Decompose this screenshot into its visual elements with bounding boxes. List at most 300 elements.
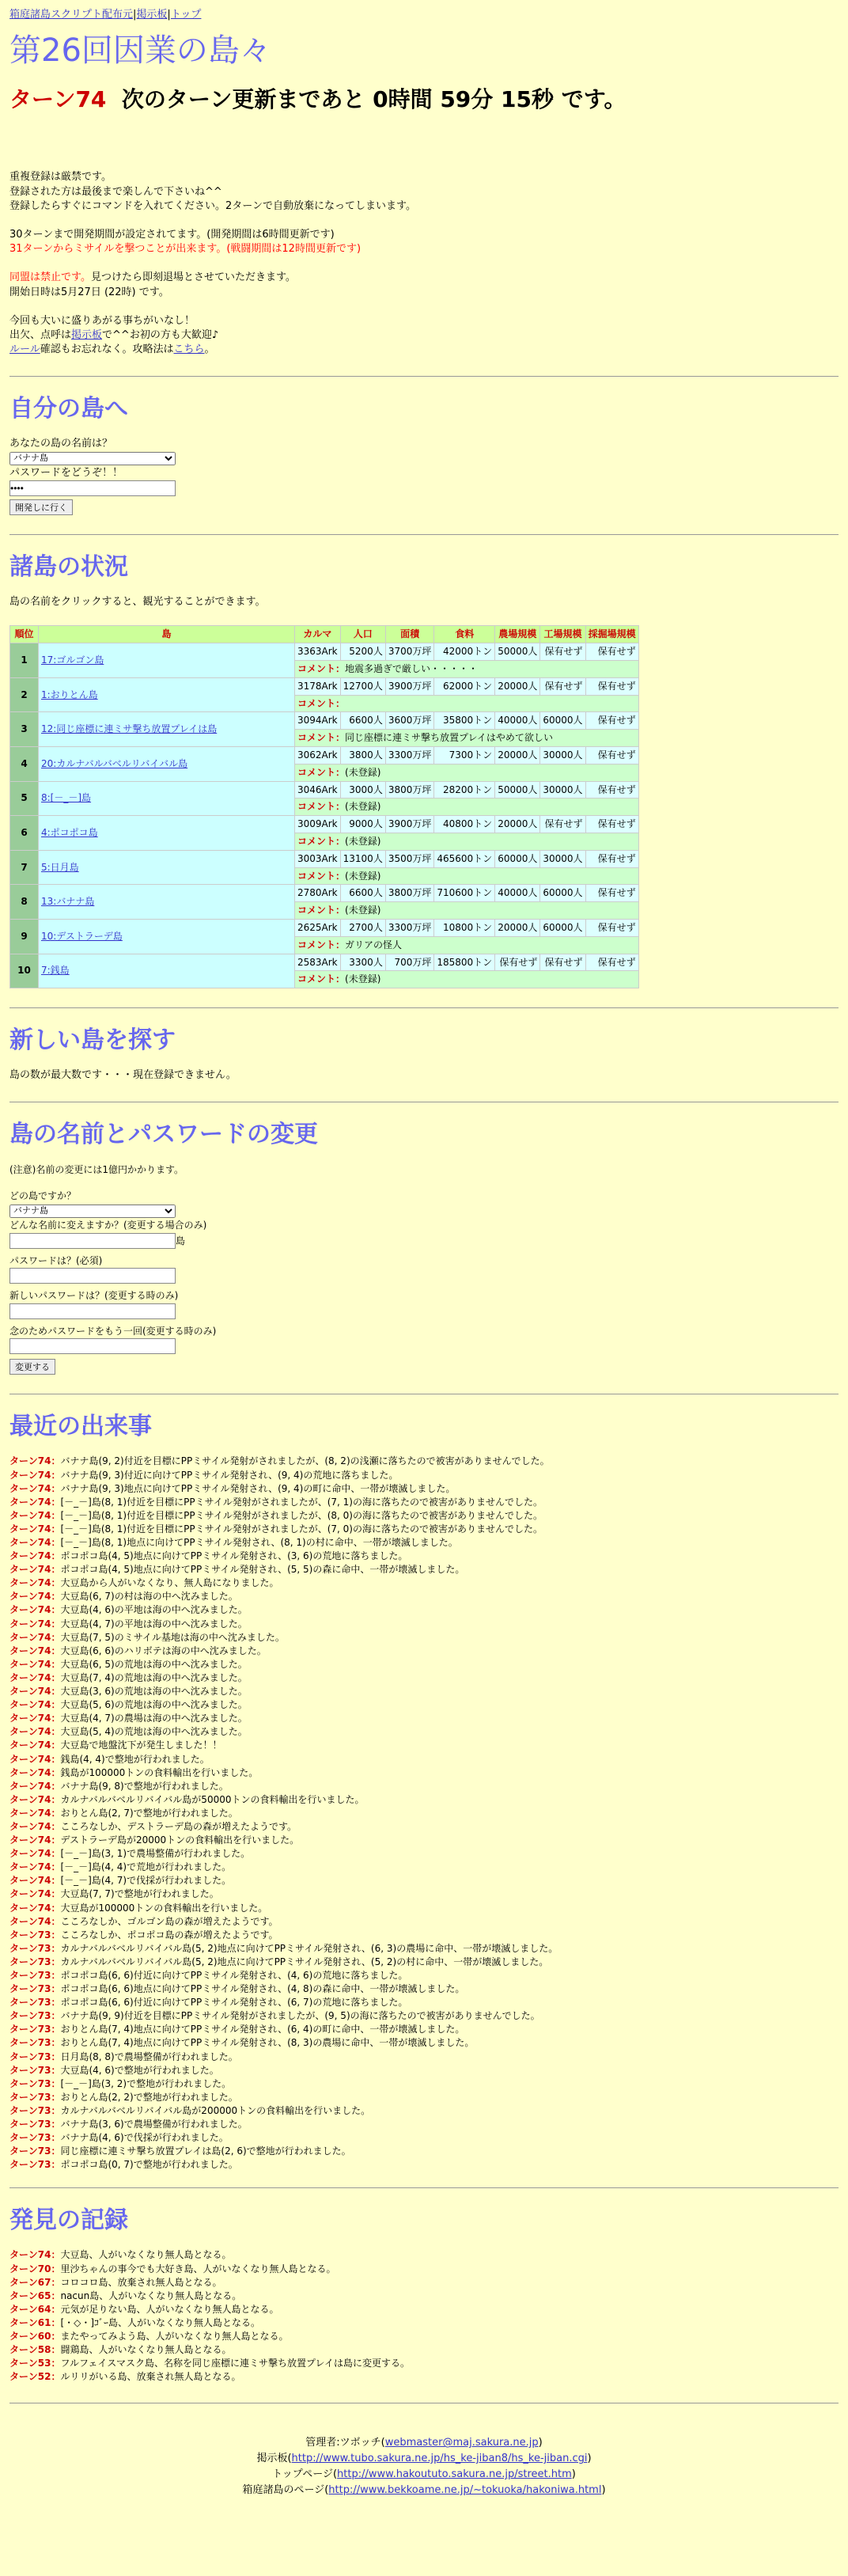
comment-text: 地震多過ぎで厳しい・・・・・ (345, 662, 479, 674)
log-line (9, 2290, 839, 2303)
islands-desc: 島の名前をクリックすると、観光することができます。 (9, 596, 266, 609)
island-food: 28200トン (434, 781, 495, 799)
log-turn: ターン73： (9, 2037, 61, 2049)
divider (9, 2187, 839, 2188)
log-line (9, 1658, 839, 1671)
log-turn: ターン74： (9, 1915, 61, 1927)
island-row (10, 677, 639, 695)
island-food: 7300トン (434, 746, 495, 764)
footer-hako: 箱庭諸島のページ(http://www.bekkoame.ne.jp/~tokuoka/hakoniwa.html) (242, 2484, 606, 2497)
island-pop: 2700人 (340, 919, 385, 936)
log-turn: ターン67： (9, 2276, 61, 2288)
log-line (9, 2263, 839, 2276)
island-mine: 保有せず (585, 643, 638, 661)
notice-line: 確認もお忘れなく。攻略法は (40, 343, 174, 356)
log-text: カルナバルバベルリバイバル島が200000トンの食料輸出を行いました。 (60, 2104, 371, 2116)
log-text: [－_－]島(8, 1)付近を目標にPPミサイル発射がされましたが、(7, 1)の海に落ちたので被害がありませんでした。 (60, 1496, 543, 1508)
log-text: 大豆島が100000トンの食料輸出を行いました。 (60, 1902, 268, 1914)
island-name-link[interactable]: 20:カルナバルバベルリバイバル島 (41, 757, 188, 769)
island-area: 3500万坪 (385, 850, 434, 867)
link-top[interactable]: トップ (170, 9, 202, 21)
log-text: [・◇・]ｺﾞｰ島、人がいなくなり無人島となる。 (60, 2316, 261, 2328)
log-text: 元気が足りない島、人がいなくなり無人島となる。 (60, 2303, 279, 2315)
island-suffix: 島 (176, 1235, 186, 1246)
island-karma: 3009Ark (295, 816, 341, 833)
events-heading: 最近の出来事 (9, 1413, 152, 1441)
log-turn: ターン73： (9, 2091, 61, 2103)
comment-label: コメント： (297, 870, 346, 882)
island-name-link[interactable]: 7:銭島 (41, 965, 70, 977)
newpw2-input[interactable] (9, 1338, 176, 1354)
island-factory: 保有せず (540, 816, 585, 833)
change-island-select[interactable] (9, 1205, 176, 1218)
island-factory: 60000人 (540, 919, 585, 936)
notice-line: 登録された方は最後まで楽しんで下さいね^^ (9, 185, 222, 198)
log-line (9, 1982, 839, 1996)
island-name-cell (39, 643, 295, 678)
notice-line: 開始日時は5月27日 (22時) です。 (9, 286, 169, 298)
admin-email-link[interactable]: webmaster@maj.sakura.ne.jp (384, 2437, 539, 2449)
log-turn: ターン73： (9, 2132, 61, 2144)
col-header: 採掘場規模 (585, 626, 638, 643)
log-text: バナナ島(9, 2)付近を目標にPPミサイル発射がされましたが、(8, 2)の浅瀬に落ちたので被害がありませんでした。 (60, 1455, 550, 1467)
log-turn: ターン60： (9, 2330, 61, 2342)
comment-label: コメント： (297, 939, 346, 950)
island-row (10, 954, 639, 971)
island-farm: 40000人 (495, 712, 540, 730)
island-select[interactable] (9, 452, 176, 465)
log-turn: ターン74： (9, 1848, 61, 1860)
myisland-heading: 自分の島へ (9, 395, 128, 423)
password-label: パスワードをどうぞ！！ (9, 466, 123, 479)
log-line (9, 1739, 839, 1752)
log-text: 大豆島で地盤沈下が発生しました！！ (60, 1739, 222, 1751)
notice-alliance (9, 271, 839, 299)
log-text: 大豆島(7, 7)で整地が行われました。 (60, 1888, 219, 1900)
log-text: 闘鶏島、人がいなくなり無人島となる。 (60, 2344, 232, 2356)
island-name-cell (39, 919, 295, 954)
log-line (9, 1969, 839, 1982)
island-rank: 3 (10, 712, 39, 747)
log-text: 大豆島(5, 4)の荒地は海の中へ沈みました。 (60, 1726, 248, 1738)
island-area: 3800万坪 (385, 781, 434, 799)
log-turn: ターン70： (9, 2263, 61, 2274)
log-turn: ターン74： (9, 1564, 61, 1576)
island-factory: 30000人 (540, 781, 585, 799)
log-line (9, 2370, 839, 2384)
island-comment (295, 799, 639, 816)
island-row (10, 885, 639, 902)
log-text: カルナバルバベルリバイバル島(5, 2)地点に向けてPPミサイル発射され、(5, 2)の村に命中、一帯が壊滅しました。 (60, 1956, 549, 1967)
island-farm: 20000人 (495, 677, 540, 695)
change-pw-label: パスワードは？(必須) (9, 1254, 103, 1266)
island-pop: 6600人 (340, 885, 385, 902)
log-line (9, 2009, 839, 2023)
log-line (9, 1496, 839, 1509)
island-karma: 3003Ark (295, 850, 341, 867)
log-turn: ターン52： (9, 2371, 61, 2383)
log-text: バナナ島(3, 6)で農場整備が行われました。 (60, 2119, 248, 2130)
log-line (9, 2357, 839, 2370)
island-farm: 保有せず (495, 954, 540, 971)
log-turn: ターン74： (9, 1604, 61, 1616)
log-line (9, 1671, 839, 1685)
log-line (9, 2118, 839, 2131)
log-line (9, 1874, 839, 1887)
island-comment (295, 730, 639, 747)
comment-text: 同じ座標に連ミサ撃ち放置プレイはやめて欲しい (345, 732, 553, 744)
comment-text: (未登録) (345, 801, 381, 813)
col-header: 順位 (10, 626, 39, 643)
island-rank: 5 (10, 781, 39, 816)
change-note: (注意)名前の変更には1億円かかります。 (9, 1164, 184, 1176)
log-line (9, 2158, 839, 2172)
notice-line: 31ターンからミサイルを撃つことが出来ます。(戦闘期間は12時間更新です) (9, 243, 362, 256)
island-factory: 保有せず (540, 677, 585, 695)
island-name-link[interactable]: 13:バナナ島 (41, 896, 95, 908)
log-text: ポコポコ島(4, 5)地点に向けてPPミサイル発射され、(5, 5)の森に命中、一帯が壊滅しました。 (60, 1564, 465, 1576)
log-text: こころなしか、デストラーデ島の森が増えたようです。 (60, 1820, 297, 1832)
island-area: 3700万坪 (385, 643, 434, 661)
log-text: フルフェイスマスク島、名称を同じ座標に連ミサ撃ち放置プレイは島に変更する。 (60, 2358, 410, 2369)
log-turn: ターン74： (9, 1496, 61, 1508)
comment-label: コメント： (297, 766, 346, 778)
footer-admin: 管理者:ツボッチ(webmaster@maj.sakura.ne.jp) (305, 2437, 543, 2449)
log-text: 大豆島(4, 6)の平地は海の中へ沈みました。 (60, 1604, 248, 1616)
log-turn: ターン74： (9, 1780, 61, 1792)
log-line (9, 1523, 839, 1536)
log-line (9, 1576, 839, 1590)
discovery-log (9, 2248, 839, 2384)
island-food: 62000トン (434, 677, 495, 695)
island-area: 3800万坪 (385, 885, 434, 902)
turn-countdown: 次のターン更新まであと 0時間 59分 15秒 です。 (121, 86, 627, 113)
island-select-label: あなたの島の名前は？ (9, 438, 113, 450)
island-mine: 保有せず (585, 850, 638, 867)
top-links: 箱庭諸島スクリプト配布元|掲示板|トップ (9, 9, 202, 21)
island-farm: 60000人 (495, 850, 540, 867)
change-form (9, 1163, 839, 1375)
col-header: カルマ (295, 626, 341, 643)
develop-button[interactable]: 開発しに行く (9, 499, 73, 515)
island-factory: 30000人 (540, 850, 585, 867)
log-turn: ターン74： (9, 1645, 61, 1656)
log-turn: ターン74： (9, 1618, 61, 1629)
page-title: 第26回因業の島々 (9, 32, 271, 70)
myisland-form (9, 437, 839, 515)
island-name-cell (39, 850, 295, 885)
island-food: 465600トン (434, 850, 495, 867)
island-farm: 40000人 (495, 885, 540, 902)
island-food: 185800トン (434, 954, 495, 971)
island-row (10, 781, 639, 799)
link-bbs[interactable]: 掲示板 (136, 9, 168, 21)
log-text: バナナ島(9, 3)付近に向けてPPミサイル発射され、(9, 4)の荒地に落ちました。 (60, 1469, 399, 1481)
log-line (9, 1550, 839, 1563)
log-text: [－_－]島(4, 7)で伐採が行われました。 (60, 1875, 232, 1887)
island-pop: 3000人 (340, 781, 385, 799)
footer-top: トップページ(http://www.hakoututo.sakura.ne.jp/street.htm) (272, 2468, 576, 2481)
link-bbs-inline[interactable]: 掲示板 (71, 328, 103, 341)
log-text: 大豆島(4, 7)の平地は海の中へ沈みました。 (60, 1618, 248, 1629)
log-line (9, 1698, 839, 1712)
island-name-cell (39, 816, 295, 851)
log-turn: ターン74： (9, 1793, 61, 1805)
log-turn: ターン74： (9, 1739, 61, 1751)
bbs-url-link[interactable]: http://www.tubo.sakura.ne.jp/hs_ke-jiban8/hs_ke-jiban.cgi (291, 2453, 588, 2465)
island-farm: 50000人 (495, 643, 540, 661)
island-mine: 保有せず (585, 677, 638, 695)
password-input[interactable] (9, 480, 176, 496)
log-line (9, 1834, 839, 1847)
comment-text: (未登録) (345, 973, 381, 985)
log-line (9, 1942, 839, 1956)
island-mine: 保有せず (585, 781, 638, 799)
log-text: ポコポコ島(6, 6)付近に向けてPPミサイル発射され、(4, 6)の荒地に落ちました。 (60, 1970, 408, 1982)
log-turn: ターン74： (9, 1537, 61, 1549)
log-turn: ターン65： (9, 2290, 61, 2301)
notice-warning: 同盟は禁止です。 (9, 271, 91, 284)
log-text: バナナ島(9, 9)付近を目標にPPミサイル発射がされましたが、(9, 5)の海に落ちたので被害がありませんでした。 (60, 2010, 540, 2022)
newpw-label: 新しいパスワードは？(変更する時のみ) (9, 1290, 179, 1302)
island-area: 3300万坪 (385, 919, 434, 936)
island-rank: 8 (10, 885, 39, 920)
island-rank: 10 (10, 954, 39, 988)
island-row (10, 816, 639, 833)
log-text: バナナ島(4, 6)で伐採が行われました。 (60, 2132, 229, 2144)
log-text: こころなしか、ゴルゴン島の森が増えたようです。 (60, 1915, 278, 1927)
island-rank: 4 (10, 746, 39, 781)
notice-line: 。 (204, 343, 215, 356)
newname-input[interactable] (9, 1233, 176, 1249)
log-line (9, 2104, 839, 2118)
island-rank: 1 (10, 643, 39, 678)
log-text: おりとん島(2, 7)で整地が行われました。 (60, 1807, 238, 1819)
log-line (9, 1509, 839, 1523)
island-name-link[interactable]: 1:おりとん島 (41, 689, 98, 700)
comment-label: コメント： (297, 905, 346, 916)
turn-number: ターン74 (9, 86, 107, 113)
comment-label: コメント： (297, 697, 346, 709)
island-food: 10800トン (434, 919, 495, 936)
log-line (9, 1996, 839, 2009)
island-pop: 6600人 (340, 712, 385, 730)
island-row (10, 746, 639, 764)
hako-url-link[interactable]: http://www.bekkoame.ne.jp/~tokuoka/hakoniwa.html (328, 2484, 602, 2497)
log-line (9, 1685, 839, 1698)
log-turn: ターン73： (9, 2145, 61, 2157)
log-text: バナナ島(9, 3)地点に向けてPPミサイル発射され、(9, 4)の町に命中、一帯が壊滅しました。 (60, 1482, 456, 1494)
log-text: ポコポコ島(4, 5)地点に向けてPPミサイル発射され、(3, 6)の荒地に落ちました。 (60, 1550, 408, 1562)
col-header: 人口 (340, 626, 385, 643)
col-header: 面積 (385, 626, 434, 643)
log-turn: ターン73： (9, 1997, 61, 2009)
log-line (9, 1807, 839, 1820)
log-text: [－_－]島(8, 1)付近を目標にPPミサイル発射がされましたが、(8, 0)の海に落ちたので被害がありませんでした。 (60, 1509, 543, 1521)
island-comment (295, 660, 639, 677)
newpw-input[interactable] (9, 1303, 176, 1319)
log-text: [－_－]島(3, 1)で農場整備が行われました。 (60, 1848, 251, 1860)
island-name-link[interactable]: 5:日月島 (41, 861, 79, 873)
log-turn: ターン74： (9, 1699, 61, 1711)
divider (9, 1007, 839, 1008)
comment-text: (未登録) (345, 766, 381, 778)
log-turn: ターン73： (9, 1942, 61, 1954)
log-turn: ターン74： (9, 1671, 61, 1683)
log-line (9, 1455, 839, 1468)
log-line (9, 1725, 839, 1739)
log-turn: ターン74： (9, 1577, 61, 1589)
log-turn: ターン74： (9, 1455, 61, 1467)
log-text: コロコロ島、放棄され無人島となる。 (60, 2276, 222, 2288)
newisland-heading: 新しい島を探す (9, 1026, 176, 1055)
island-food: 35800トン (434, 712, 495, 730)
log-turn: ターン74： (9, 1726, 61, 1738)
log-turn: ターン73： (9, 1956, 61, 1967)
island-karma: 3062Ark (295, 746, 341, 764)
log-turn: ターン73： (9, 2077, 61, 2089)
log-text: 大豆島から人がいなくなり、無人島になりました。 (60, 1577, 279, 1589)
col-header: 食料 (434, 626, 495, 643)
log-turn: ターン74： (9, 1861, 61, 1873)
log-text: [－_－]島(3, 2)で整地が行われました。 (60, 2077, 232, 2089)
log-line (9, 1536, 839, 1550)
log-line (9, 1482, 839, 1496)
island-karma: 3094Ark (295, 712, 341, 730)
island-name-link[interactable]: 4:ポコポコ島 (41, 827, 98, 839)
log-text: 大豆島(3, 6)の荒地は海の中へ沈みました。 (60, 1686, 248, 1698)
island-row (10, 712, 639, 730)
log-turn: ターン73： (9, 1970, 61, 1982)
island-comment (295, 695, 639, 712)
log-line (9, 2343, 839, 2357)
island-factory: 保有せず (540, 954, 585, 971)
comment-text: (未登録) (345, 870, 381, 882)
island-rank: 6 (10, 816, 39, 851)
islands-table (9, 625, 639, 988)
island-area: 3900万坪 (385, 677, 434, 695)
log-text: 大豆島(5, 6)の荒地は海の中へ沈みました。 (60, 1699, 248, 1711)
log-turn: ターン73： (9, 2104, 61, 2116)
log-line (9, 2091, 839, 2104)
log-turn: ターン74： (9, 1753, 61, 1765)
log-text: 大豆島(4, 7)の農場は海の中へ沈みました。 (60, 1713, 248, 1724)
log-line (9, 1563, 839, 1576)
link-script-source[interactable]: 箱庭諸島スクリプト配布元 (9, 9, 134, 21)
log-turn: ターン73： (9, 2024, 61, 2035)
log-turn: ターン73： (9, 2159, 61, 2171)
island-name-link[interactable]: 10:デストラーデ島 (41, 930, 123, 942)
log-line (9, 1915, 839, 1929)
log-line (9, 2036, 839, 2050)
log-text: 大豆島(6, 6)のハリボテは海の中へ沈みました。 (60, 1645, 267, 1656)
island-pop: 3300人 (340, 954, 385, 971)
log-line (9, 1902, 839, 1915)
comment-text: ガリアの怪人 (345, 939, 403, 950)
log-turn: ターン74： (9, 1834, 61, 1846)
newname-label: どんな名前に変えますか？(変更する場合のみ) (9, 1220, 207, 1231)
change-pw-input[interactable] (9, 1268, 176, 1284)
island-karma: 2780Ark (295, 885, 341, 902)
link-rules[interactable]: ルール (9, 343, 40, 356)
island-pop: 13100人 (340, 850, 385, 867)
link-strategy[interactable]: こちら (173, 343, 205, 356)
log-line (9, 2077, 839, 2091)
island-factory: 60000人 (540, 712, 585, 730)
log-turn: ターン74： (9, 2249, 61, 2261)
top-url-link[interactable]: http://www.hakoututo.sakura.ne.jp/street.htm (337, 2468, 572, 2481)
island-name-cell (39, 677, 295, 712)
log-text: 大豆島、人がいなくなり無人島となる。 (60, 2249, 232, 2261)
log-line (9, 1712, 839, 1725)
log-text: おりとん島(2, 2)で整地が行われました。 (60, 2091, 238, 2103)
log-text: 大豆島(6, 5)の荒地は海の中へ沈みました。 (60, 1658, 248, 1670)
notice-line: 登録したらすぐにコマンドを入れてください。2ターンで自動放棄になってしまいます。 (9, 199, 416, 212)
island-mine: 保有せず (585, 885, 638, 902)
island-pop: 12700人 (340, 677, 385, 695)
log-text: 大豆島(6, 7)の村は海の中へ沈みました。 (60, 1591, 238, 1603)
log-text: 大豆島(4, 6)で整地が行われました。 (60, 2064, 219, 2076)
log-turn: ターン74： (9, 1875, 61, 1887)
island-name-link[interactable]: 17:ゴルゴン島 (41, 654, 104, 666)
col-header: 農場規模 (495, 626, 540, 643)
log-text: 銭島(4, 4)で整地が行われました。 (60, 1753, 210, 1765)
island-farm: 50000人 (495, 781, 540, 799)
col-header: 島 (39, 626, 295, 643)
log-text: 大豆島(7, 5)のミサイル基地は海の中へ沈みました。 (60, 1631, 285, 1643)
notice-line: 出欠、点呼は (9, 328, 72, 341)
notice-line: 今回も大いに盛りあがる事ちがいなし！ (9, 314, 195, 327)
comment-label: コメント： (297, 801, 346, 813)
comment-label: コメント： (297, 835, 346, 847)
log-text: ポコポコ島(6, 6)地点に向けてPPミサイル発射され、(4, 8)の森に命中、一帯が壊滅しました。 (60, 1983, 465, 1995)
log-turn: ターン73： (9, 2064, 61, 2076)
log-text: ポコポコ島(0, 7)で整地が行われました。 (60, 2159, 238, 2171)
log-line (9, 1603, 839, 1617)
island-area: 3600万坪 (385, 712, 434, 730)
island-name-link[interactable]: 8:[－_－]島 (41, 792, 92, 804)
island-factory: 60000人 (540, 885, 585, 902)
divider (9, 534, 839, 535)
island-name-link[interactable]: 12:同じ座標に連ミサ撃ち放置プレイは島 (41, 723, 218, 735)
log-text: おりとん島(7, 4)地点に向けてPPミサイル発射され、(8, 3)の農場に命中、一帯が壊滅しました。 (60, 2037, 475, 2049)
log-line (9, 1956, 839, 1969)
island-food: 710600トン (434, 885, 495, 902)
log-line (9, 1645, 839, 1658)
island-comment (295, 902, 639, 920)
log-line (9, 1887, 839, 1901)
notice-line: 見つけたら即刻退場とさせていただきます。 (90, 271, 296, 284)
notice-registration (9, 170, 839, 214)
log-turn: ターン58： (9, 2344, 61, 2356)
log-turn: ターン73： (9, 2010, 61, 2022)
change-button[interactable]: 変更する (9, 1359, 55, 1375)
log-turn: ターン74： (9, 1523, 61, 1535)
notice-line: 重複登録は厳禁です。 (9, 171, 112, 184)
events-log (9, 1455, 839, 2172)
log-turn: ターン74： (9, 1807, 61, 1819)
log-turn: ターン73： (9, 1983, 61, 1995)
footer (9, 2435, 839, 2498)
log-turn: ターン61： (9, 2316, 61, 2328)
island-food: 40800トン (434, 816, 495, 833)
log-text: [－_－]島(8, 1)地点に向けてPPミサイル発射され、(8, 1)の村に命中、一帯が壊滅しました。 (60, 1537, 458, 1549)
islands-heading: 諸島の状況 (9, 553, 128, 582)
log-text: ルリリがいる島、放棄され無人島となる。 (60, 2371, 241, 2383)
log-line (9, 1469, 839, 1482)
island-row (10, 850, 639, 867)
log-line (9, 1820, 839, 1834)
